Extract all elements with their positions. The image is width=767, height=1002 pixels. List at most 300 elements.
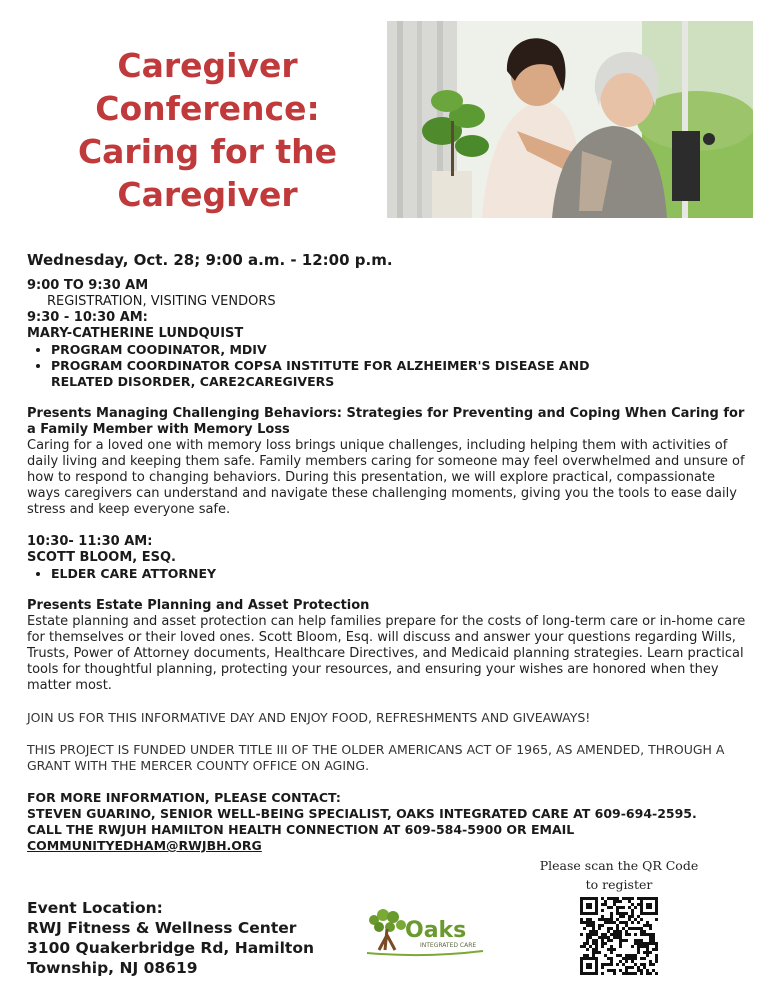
title-line: Caring for the bbox=[77, 132, 338, 171]
registration-qr-code[interactable] bbox=[578, 895, 660, 977]
qr-module bbox=[604, 918, 607, 921]
qr-module bbox=[583, 927, 586, 930]
qr-module bbox=[601, 903, 604, 906]
qr-module bbox=[595, 933, 598, 936]
qr-module bbox=[622, 897, 625, 900]
qr-module bbox=[640, 927, 643, 930]
qr-module bbox=[607, 957, 610, 960]
qr-module bbox=[625, 957, 628, 960]
qr-module bbox=[589, 945, 592, 948]
qr-module bbox=[631, 927, 634, 930]
qr-module bbox=[640, 945, 643, 948]
qr-module bbox=[616, 909, 619, 912]
qr-module bbox=[649, 924, 652, 927]
qr-module bbox=[619, 954, 622, 957]
qr-module bbox=[628, 933, 631, 936]
qr-module bbox=[655, 960, 658, 963]
oak-tree-icon bbox=[365, 905, 485, 960]
qr-module bbox=[634, 954, 637, 957]
qr-module bbox=[610, 933, 613, 936]
contact-heading: FOR MORE INFORMATION, PLEASE CONTACT: bbox=[27, 790, 341, 805]
event-date-time: Wednesday, Oct. 28; 9:00 a.m. - 12:00 p.m. bbox=[27, 251, 393, 269]
qr-module bbox=[601, 933, 604, 936]
qr-module bbox=[649, 933, 652, 936]
qr-module bbox=[640, 918, 643, 921]
qr-module bbox=[613, 948, 616, 951]
qr-module bbox=[634, 942, 637, 945]
qr-module bbox=[619, 969, 622, 972]
qr-module bbox=[655, 954, 658, 957]
qr-module bbox=[607, 930, 610, 933]
qr-module bbox=[589, 921, 592, 924]
qr-module bbox=[610, 960, 613, 963]
qr-module bbox=[586, 918, 589, 921]
qr-module bbox=[619, 939, 622, 942]
qr-module bbox=[619, 906, 622, 909]
qr-module bbox=[628, 972, 631, 975]
qr-module bbox=[586, 933, 589, 936]
qr-module bbox=[592, 921, 595, 924]
qr-module bbox=[640, 939, 643, 942]
qr-module bbox=[634, 957, 637, 960]
qr-module bbox=[604, 900, 607, 903]
qr-module bbox=[604, 921, 607, 924]
qr-module bbox=[622, 939, 625, 942]
qr-module bbox=[649, 927, 652, 930]
qr-module bbox=[643, 966, 646, 969]
qr-module bbox=[622, 921, 625, 924]
qr-module bbox=[607, 921, 610, 924]
qr-module bbox=[580, 921, 583, 924]
qr-module bbox=[601, 972, 604, 975]
qr-module bbox=[595, 942, 598, 945]
qr-module bbox=[628, 906, 631, 909]
qr-module bbox=[604, 963, 607, 966]
qr-module bbox=[607, 948, 610, 951]
qr-module bbox=[592, 939, 595, 942]
qr-module bbox=[619, 960, 622, 963]
qr-module bbox=[643, 957, 646, 960]
qr-module bbox=[649, 963, 652, 966]
slot3-description: Estate planning and asset protection can help families prepare for the costs of long-term care or in-home care for themselves or their loved ones. Scott Bloom, Esq. will discuss and answer your questions regarding Wills, Trusts, Power of Attorney documents, Healthcare Directives, and Medicaid planning strategies. Learn practical tools for thoughtful planning, protecting your resources, and ensuring your wishes are honored when they matter most. bbox=[27, 614, 746, 693]
qr-module bbox=[616, 933, 619, 936]
qr-module bbox=[613, 903, 616, 906]
qr-module bbox=[634, 918, 637, 921]
contact-block bbox=[27, 790, 752, 854]
qr-module bbox=[643, 930, 646, 933]
qr-module bbox=[631, 957, 634, 960]
qr-module bbox=[655, 945, 658, 948]
qr-module bbox=[598, 951, 601, 954]
qr-module bbox=[637, 942, 640, 945]
logo-name: Oaks bbox=[405, 918, 467, 943]
qr-module bbox=[616, 936, 619, 939]
qr-module bbox=[652, 963, 655, 966]
qr-module bbox=[601, 909, 604, 912]
qr-module bbox=[619, 930, 622, 933]
schedule-section bbox=[27, 278, 752, 854]
invite-text: JOIN US FOR THIS INFORMATIVE DAY AND ENJOY FOOD, REFRESHMENTS AND GIVEAWAYS! bbox=[27, 710, 591, 725]
qr-module bbox=[613, 897, 616, 900]
qr-module bbox=[625, 930, 628, 933]
qr-module bbox=[622, 906, 625, 909]
qr-module bbox=[610, 918, 613, 921]
qr-module bbox=[637, 948, 640, 951]
title-line: Caregiver bbox=[117, 46, 298, 85]
qr-module bbox=[610, 969, 613, 972]
qr-module bbox=[610, 912, 613, 915]
qr-module bbox=[646, 942, 649, 945]
qr-module bbox=[607, 897, 610, 900]
qr-module bbox=[580, 933, 583, 936]
qr-module bbox=[604, 954, 607, 957]
qr-module bbox=[616, 918, 619, 921]
qr-module bbox=[598, 927, 601, 930]
qr-module bbox=[592, 930, 595, 933]
slot2-credentials bbox=[27, 342, 752, 390]
qr-module bbox=[625, 897, 628, 900]
contact-line-1: STEVEN GUARINO, SENIOR WELL-BEING SPECIALIST, OAKS INTEGRATED CARE AT 609-694-2595. bbox=[27, 806, 697, 821]
qr-module bbox=[628, 900, 631, 903]
qr-module bbox=[610, 939, 613, 942]
credential-item: • PROGRAM COODINATOR, MDIV bbox=[51, 342, 752, 358]
qr-module bbox=[634, 963, 637, 966]
qr-module bbox=[592, 951, 595, 954]
qr-module bbox=[628, 954, 631, 957]
qr-module bbox=[619, 912, 622, 915]
qr-module bbox=[595, 951, 598, 954]
qr-module bbox=[616, 927, 619, 930]
title-line: Conference: bbox=[95, 89, 320, 128]
qr-module bbox=[595, 948, 598, 951]
slot1-description: REGISTRATION, VISITING VENDORS bbox=[47, 294, 276, 309]
qr-module bbox=[637, 921, 640, 924]
qr-module bbox=[640, 963, 643, 966]
qr-module bbox=[583, 945, 586, 948]
qr-module bbox=[616, 954, 619, 957]
qr-module bbox=[601, 942, 604, 945]
slot2-presents: Presents Managing Challenging Behaviors: Strategies for Preventing and Coping When Caring for a Family Member with Memory Loss bbox=[27, 406, 745, 437]
qr-module bbox=[628, 918, 631, 921]
qr-module bbox=[631, 912, 634, 915]
qr-module bbox=[604, 903, 607, 906]
qr-module bbox=[595, 930, 598, 933]
qr-module bbox=[601, 918, 604, 921]
qr-module bbox=[634, 972, 637, 975]
qr-module bbox=[625, 939, 628, 942]
qr-module bbox=[643, 951, 646, 954]
qr-module bbox=[610, 915, 613, 918]
qr-module bbox=[628, 957, 631, 960]
qr-module bbox=[640, 942, 643, 945]
qr-module bbox=[640, 972, 643, 975]
qr-module bbox=[583, 921, 586, 924]
qr-module bbox=[598, 918, 601, 921]
qr-module bbox=[646, 951, 649, 954]
qr-module bbox=[601, 897, 604, 900]
qr-module bbox=[643, 933, 646, 936]
qr-code-icon[interactable] bbox=[578, 895, 660, 977]
event-location bbox=[27, 898, 314, 978]
qr-module bbox=[619, 936, 622, 939]
qr-module bbox=[628, 915, 631, 918]
qr-module bbox=[616, 924, 619, 927]
qr-module bbox=[601, 924, 604, 927]
qr-module bbox=[580, 918, 583, 921]
qr-module bbox=[619, 921, 622, 924]
qr-module bbox=[601, 963, 604, 966]
qr-module bbox=[637, 969, 640, 972]
qr-module bbox=[646, 972, 649, 975]
qr-module bbox=[616, 963, 619, 966]
qr-module bbox=[625, 921, 628, 924]
qr-module bbox=[619, 900, 622, 903]
qr-module bbox=[610, 951, 613, 954]
slot1-time: 9:00 TO 9:30 AM bbox=[27, 278, 149, 293]
qr-module bbox=[619, 933, 622, 936]
qr-module bbox=[610, 897, 613, 900]
qr-module bbox=[613, 900, 616, 903]
qr-module bbox=[616, 912, 619, 915]
qr-module bbox=[586, 939, 589, 942]
qr-module bbox=[619, 945, 622, 948]
qr-module bbox=[625, 972, 628, 975]
qr-module bbox=[637, 966, 640, 969]
oaks-logo bbox=[365, 905, 485, 960]
qr-module bbox=[601, 939, 604, 942]
credential-item: • ELDER CARE ATTORNEY bbox=[51, 566, 752, 582]
qr-module bbox=[607, 906, 610, 909]
qr-module bbox=[592, 948, 595, 951]
qr-module bbox=[640, 957, 643, 960]
qr-module bbox=[589, 918, 592, 921]
qr-module bbox=[652, 969, 655, 972]
qr-module bbox=[601, 966, 604, 969]
slot3-time: 10:30- 11:30 AM: bbox=[27, 534, 153, 549]
qr-caption bbox=[530, 856, 708, 894]
qr-module bbox=[622, 957, 625, 960]
qr-module bbox=[649, 939, 652, 942]
qr-module bbox=[610, 906, 613, 909]
qr-module bbox=[631, 966, 634, 969]
qr-module bbox=[586, 942, 589, 945]
qr-module bbox=[595, 945, 598, 948]
location-line: RWJ Fitness & Wellness Center bbox=[27, 919, 297, 937]
slot3-credentials bbox=[27, 566, 752, 582]
qr-module bbox=[625, 960, 628, 963]
qr-module bbox=[580, 945, 583, 948]
slot3-speaker: SCOTT BLOOM, ESQ. bbox=[27, 550, 176, 565]
qr-module bbox=[628, 966, 631, 969]
logo-tagline: INTEGRATED CARE bbox=[420, 942, 477, 949]
qr-module bbox=[625, 924, 628, 927]
qr-module bbox=[625, 969, 628, 972]
qr-module bbox=[631, 960, 634, 963]
qr-module bbox=[649, 936, 652, 939]
qr-module bbox=[592, 954, 595, 957]
qr-module bbox=[619, 915, 622, 918]
qr-module bbox=[652, 948, 655, 951]
caregiver-photo bbox=[387, 21, 753, 218]
qr-module bbox=[625, 912, 628, 915]
qr-module bbox=[607, 918, 610, 921]
qr-module bbox=[634, 927, 637, 930]
qr-module bbox=[622, 915, 625, 918]
qr-module bbox=[643, 963, 646, 966]
qr-module bbox=[616, 897, 619, 900]
contact-line-2: CALL THE RWJUH HAMILTON HEALTH CONNECTION AT 609-584-5900 OR EMAIL bbox=[27, 822, 575, 837]
qr-module bbox=[646, 933, 649, 936]
qr-module bbox=[613, 921, 616, 924]
qr-module bbox=[619, 942, 622, 945]
qr-module bbox=[655, 972, 658, 975]
qr-module bbox=[655, 957, 658, 960]
contact-email-link[interactable]: COMMUNITYEDHAM@RWJBH.ORG bbox=[27, 838, 262, 853]
qr-module bbox=[589, 930, 592, 933]
qr-module bbox=[625, 954, 628, 957]
qr-module bbox=[598, 936, 601, 939]
qr-module bbox=[616, 906, 619, 909]
qr-module bbox=[631, 903, 634, 906]
qr-module bbox=[628, 927, 631, 930]
qr-module bbox=[622, 927, 625, 930]
qr-module bbox=[583, 954, 586, 957]
qr-module bbox=[631, 921, 634, 924]
qr-module bbox=[652, 936, 655, 939]
qr-module bbox=[622, 963, 625, 966]
qr-module bbox=[631, 897, 634, 900]
qr-module bbox=[592, 933, 595, 936]
qr-module bbox=[655, 948, 658, 951]
qr-module bbox=[625, 966, 628, 969]
location-line: 3100 Quakerbridge Rd, Hamilton bbox=[27, 939, 315, 957]
qr-module bbox=[634, 906, 637, 909]
qr-module bbox=[634, 939, 637, 942]
qr-module bbox=[586, 936, 589, 939]
location-line: Township, NJ 08619 bbox=[27, 959, 198, 977]
qr-module bbox=[607, 969, 610, 972]
funding-notice: THIS PROJECT IS FUNDED UNDER TITLE III OF THE OLDER AMERICANS ACT OF 1965, AS AMENDED, THROUGH A GRANT WITH THE MERCER COUNTY OFFICE ON AGING. bbox=[27, 742, 725, 773]
qr-module bbox=[592, 927, 595, 930]
qr-module bbox=[637, 915, 640, 918]
qr-module bbox=[610, 921, 613, 924]
title-line: Caregiver bbox=[117, 175, 298, 214]
qr-module bbox=[646, 921, 649, 924]
qr-module bbox=[604, 933, 607, 936]
qr-module bbox=[586, 924, 589, 927]
qr-module bbox=[640, 930, 643, 933]
qr-module bbox=[607, 939, 610, 942]
qr-module bbox=[613, 930, 616, 933]
qr-module bbox=[613, 933, 616, 936]
slot2-description: Caring for a loved one with memory loss brings unique challenges, including helping them with activities of daily living and keeping them safe. Family members caring for someone may feel overwhelmed and unsure of how to respond to changing behaviors. During this presentation, we will explore practical, compassionate ways caregivers can understand and navigate these challenging moments, giving you the tools to ease daily stress and keep everyone safe. bbox=[27, 438, 745, 517]
qr-module bbox=[601, 915, 604, 918]
qr-module bbox=[643, 924, 646, 927]
qr-module bbox=[637, 897, 640, 900]
qr-module bbox=[649, 960, 652, 963]
qr-module bbox=[601, 936, 604, 939]
qr-module bbox=[586, 921, 589, 924]
qr-module bbox=[649, 951, 652, 954]
qr-module bbox=[631, 915, 634, 918]
qr-module bbox=[652, 942, 655, 945]
qr-module bbox=[613, 969, 616, 972]
qr-module bbox=[589, 933, 592, 936]
qr-module bbox=[610, 927, 613, 930]
slot3-presents: Presents Estate Planning and Asset Protection bbox=[27, 598, 370, 613]
qr-module bbox=[652, 933, 655, 936]
qr-module bbox=[607, 963, 610, 966]
qr-module bbox=[646, 969, 649, 972]
qr-module bbox=[643, 945, 646, 948]
qr-module bbox=[604, 936, 607, 939]
qr-module bbox=[583, 942, 586, 945]
location-label: Event Location: bbox=[27, 899, 163, 917]
qr-module bbox=[616, 930, 619, 933]
qr-module bbox=[589, 936, 592, 939]
qr-module bbox=[631, 909, 634, 912]
qr-module bbox=[607, 927, 610, 930]
qr-module bbox=[637, 939, 640, 942]
qr-module bbox=[589, 924, 592, 927]
qr-module bbox=[622, 972, 625, 975]
qr-module bbox=[586, 948, 589, 951]
qr-module bbox=[640, 969, 643, 972]
slot2-speaker: MARY-CATHERINE LUNDQUIST bbox=[27, 326, 244, 341]
qr-module bbox=[637, 945, 640, 948]
qr-module bbox=[649, 942, 652, 945]
qr-module bbox=[601, 945, 604, 948]
qr-module bbox=[631, 945, 634, 948]
qr-module bbox=[646, 945, 649, 948]
conference-title bbox=[40, 44, 375, 216]
qr-module bbox=[616, 900, 619, 903]
qr-module bbox=[637, 927, 640, 930]
qr-module bbox=[613, 972, 616, 975]
qr-module bbox=[613, 936, 616, 939]
qr-module bbox=[637, 903, 640, 906]
qr-module bbox=[655, 942, 658, 945]
qr-module bbox=[643, 942, 646, 945]
qr-caption-line: to register bbox=[585, 877, 653, 892]
qr-module bbox=[592, 924, 595, 927]
qr-module bbox=[646, 948, 649, 951]
qr-module bbox=[655, 918, 658, 921]
qr-module bbox=[628, 897, 631, 900]
qr-caption-line: Please scan the QR Code bbox=[539, 858, 699, 873]
qr-module bbox=[592, 942, 595, 945]
slot2-time: 9:30 - 10:30 AM: bbox=[27, 310, 148, 325]
qr-module bbox=[637, 951, 640, 954]
qr-module bbox=[646, 924, 649, 927]
qr-module bbox=[652, 939, 655, 942]
credential-item: • PROGRAM COORDINATOR COPSA INSTITUTE FOR ALZHEIMER'S DISEASE AND RELATED DISORDER, CARE2CAREGIVERS bbox=[51, 358, 611, 390]
qr-module bbox=[610, 957, 613, 960]
qr-module bbox=[598, 924, 601, 927]
qr-module bbox=[646, 954, 649, 957]
qr-module bbox=[625, 933, 628, 936]
qr-module bbox=[610, 945, 613, 948]
qr-module bbox=[649, 972, 652, 975]
qr-module bbox=[634, 933, 637, 936]
qr-module bbox=[586, 954, 589, 957]
qr-module bbox=[610, 948, 613, 951]
qr-module bbox=[604, 942, 607, 945]
qr-module bbox=[595, 939, 598, 942]
qr-module bbox=[631, 954, 634, 957]
qr-module bbox=[610, 963, 613, 966]
qr-module bbox=[640, 933, 643, 936]
